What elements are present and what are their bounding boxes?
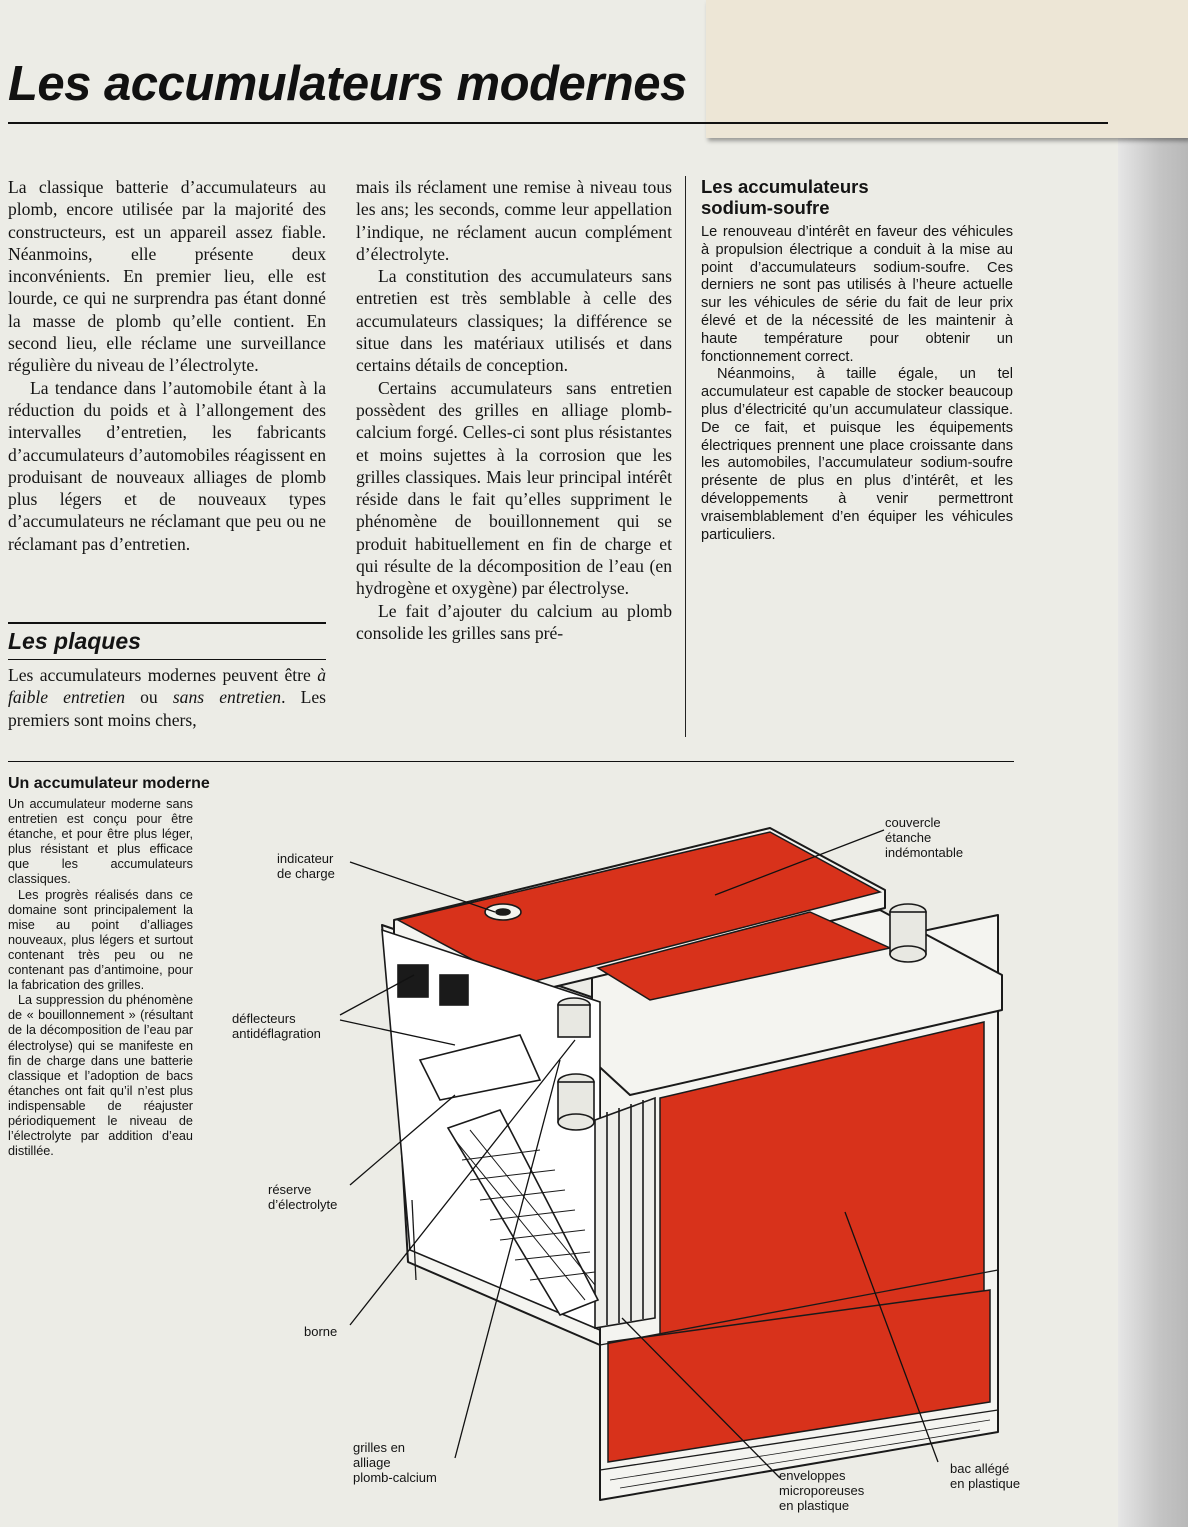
col2-paragraph-1: mais ils réclament une remise à niveau tous les ans; les seconds, comme leur appellation l’indique, ne réclament aucun complément d’électrolyte.	[356, 177, 672, 264]
p3-italic-faible-entretien: à faible entretien	[8, 665, 326, 708]
sidebar-heading-line-1: Les accumulateurs	[701, 176, 869, 197]
p3-text-c: . Les premiers sont moins chers,	[8, 687, 326, 730]
sidebar-heading-line-2: sodium-soufre	[701, 197, 830, 218]
figure-title: Un accumulateur moderne	[8, 775, 210, 792]
label-indicateur-de-charge: indicateur de charge	[277, 851, 335, 881]
col1-paragraph-2: La tendance dans l’automobile étant à la réduction du poids et à l’allongement des intervalles d’entretien, les fabricants d’accumulateurs d’automobiles réagissent en produisant de nouveaux alliages de plomb plus légers et de nouveaux types d’accumulateurs ne réclamant que peu ou ne réclamant pas d’entretien.	[8, 377, 326, 554]
p3-text-b: ou	[125, 687, 173, 708]
label-deflecteurs: déflecteurs antidéflagration	[232, 1011, 321, 1041]
sidebar-paragraph-1: Le renouveau d’intérêt en faveur des véhicules à propulsion électrique a conduit à la mise au point d’accumulateurs sodium-soufre. Ces derniers ne sont pas utilisés à l’heure actuelle sur les véhicules de série du fait de leur prix élevé et de la nécessité de les maintenir à haute température pour obtenir un fonctionnement correct.	[701, 224, 1013, 365]
figure-caption-paragraph-2: Les progrès réalisés dans ce domaine sont principalement la mise au point d’alliages nouveaux, plus légers et surtout contenant très peu ou ne contenant pas d’antimoine, pour la fabrication des grilles.	[8, 887, 193, 993]
figure-caption-paragraph-1: Un accumulateur moderne sans entretien est conçu pour être étanche, et pour être plus léger, plus résistant et plus efficace que les accumulateurs classiques.	[8, 797, 193, 887]
label-grilles: grilles en alliage plomb-calcium	[353, 1440, 437, 1485]
col2-paragraph-2: La constitution des accumulateurs sans entretien est très semblable à celle des accumulateurs classiques; la différence se situe dans les matériaux utilisés et dans certains détails de conception.	[356, 266, 672, 376]
section-heading-plaques: Les plaques	[8, 628, 141, 654]
label-enveloppes: enveloppes microporeuses en plastique	[779, 1468, 865, 1513]
label-reserve-electrolyte: réserve d’électrolyte	[268, 1182, 338, 1212]
separator-envelopes	[595, 1098, 655, 1328]
figure-caption-paragraph-3: La suppression du phénomène de « bouillonnement » (résultant de la décomposition de l’eau par électrolyse) qui se manifeste en fin de charge dans une batterie classique et l’adoption de bacs étanches ont fait qu’il n’est plus indispensable de réajuster périodiquement le niveau de l’électrolyte par addition d’eau distillée.	[8, 993, 193, 1159]
col2-paragraph-4: Le fait d’ajouter du calcium au plomb consolide les grilles sans pré-	[356, 600, 672, 643]
leader-indicateur	[350, 862, 495, 912]
page-title: Les accumulateurs modernes	[8, 57, 687, 111]
label-bac: bac allégé en plastique	[950, 1461, 1021, 1491]
p3-text-a: Les accumulateurs modernes peuvent être	[8, 665, 318, 685]
label-borne: borne	[304, 1324, 338, 1339]
p3-italic-sans-entretien: sans entretien	[172, 687, 282, 708]
label-couvercle: couvercle étanche indémontable	[885, 815, 964, 860]
sidebar-paragraph-2: Néanmoins, à taille égale, un tel accumulateur est capable de stocker beaucoup plus d’électricité qu’un accumulateur classique. De ce fait, et puisque les équipements électriques prennent une place croissante dans les automobiles, l’accumulateur sodium-soufre présente de plus en plus d’intérêt, et les développements à venir permettront vraisemblablement d’en équiper les véhicules particuliers.	[701, 366, 1013, 543]
col2-paragraph-3: Certains accumulateurs sans entretien possèdent des grilles en alliage plomb-calcium forgé. Celles-ci sont plus résistantes et moins sujettes à la corrosion que les grilles classiques. Mais leur principal intérêt réside dans le fait qu’elles suppriment le phénomène de bouillonnement qui se produit habituellement en fin de charge et qui résulte de la décomposition de l’eau (en hydrogène et oxygène) par électrolyse.	[356, 377, 672, 599]
col1-paragraph-1: La classique batterie d’accumulateurs au plomb, encore utilisée par la majorité des constructeurs, est un appareil assez fiable. Néanmoins, elle présente deux inconvénients. En premier lieu, elle est lourde, ce qui ne surprendra pas étant donné la masse de plomb qu’elle contient. En second lieu, elle réclame une surveillance régulière du niveau de l’électrolyte.	[8, 177, 326, 376]
